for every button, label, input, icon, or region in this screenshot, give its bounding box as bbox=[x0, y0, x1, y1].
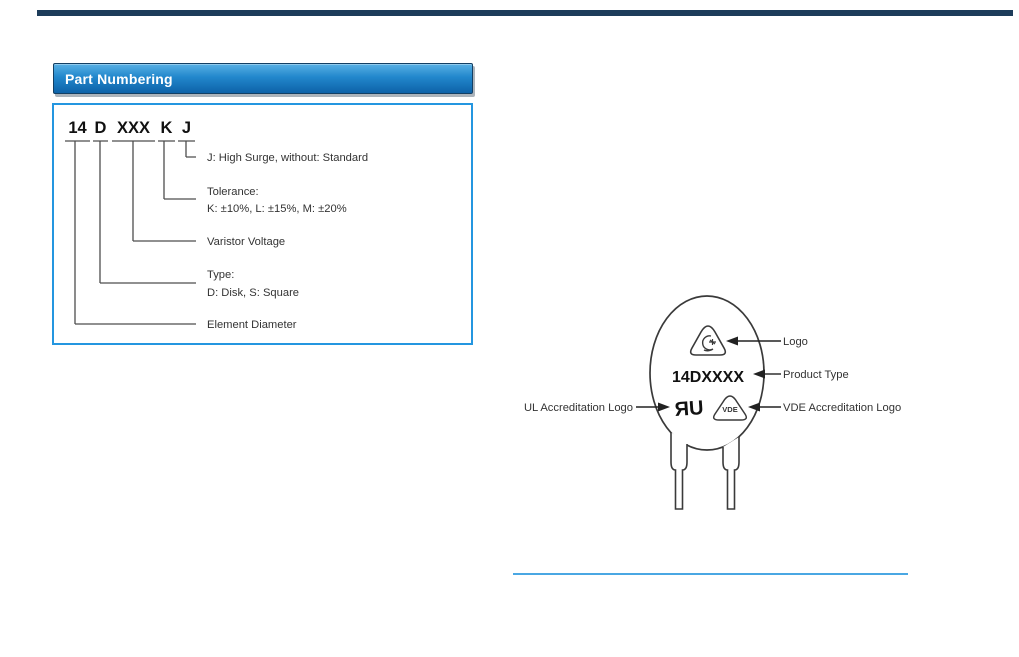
svg-text:VDE: VDE bbox=[722, 405, 738, 414]
part-numbering-title: Part Numbering bbox=[65, 70, 173, 87]
bottom-rule bbox=[513, 573, 908, 575]
top-rule bbox=[37, 10, 1013, 16]
ul-logo-icon: ЯU bbox=[673, 397, 705, 421]
code-group-tolerance: K bbox=[160, 119, 173, 137]
label-high-surge: J: High Surge, without: Standard bbox=[207, 152, 369, 164]
part-numbering-box bbox=[52, 103, 473, 345]
part-numbering-header bbox=[53, 63, 473, 94]
label-vde: VDE Accreditation Logo bbox=[783, 402, 902, 414]
connector-lines bbox=[65, 141, 196, 324]
code-group-surge: J bbox=[181, 119, 192, 137]
label-product-type: Product Type bbox=[783, 369, 849, 381]
code-group-voltage: XXX bbox=[116, 119, 151, 137]
label-varistor-voltage: Varistor Voltage bbox=[207, 236, 286, 248]
label-element-diameter: Element Diameter bbox=[207, 319, 297, 331]
label-type-values: D: Disk, S: Square bbox=[207, 287, 300, 299]
code-group-type: D bbox=[94, 119, 107, 137]
label-logo: Logo bbox=[783, 336, 808, 348]
varistor-figure bbox=[500, 290, 920, 525]
lead-wires bbox=[671, 432, 687, 509]
code-group-diameter: 14 bbox=[68, 119, 87, 137]
disc-marking: 14DXXXX bbox=[671, 369, 745, 386]
label-tolerance-values: K: ±10%, L: ±15%, M: ±20% bbox=[207, 203, 347, 215]
label-ul: UL Accreditation Logo bbox=[523, 402, 633, 414]
lead-wires bbox=[723, 437, 739, 509]
label-tolerance-title: Tolerance: bbox=[207, 186, 259, 198]
part-numbering-diagram bbox=[54, 105, 471, 342]
label-type-title: Type: bbox=[207, 269, 235, 281]
